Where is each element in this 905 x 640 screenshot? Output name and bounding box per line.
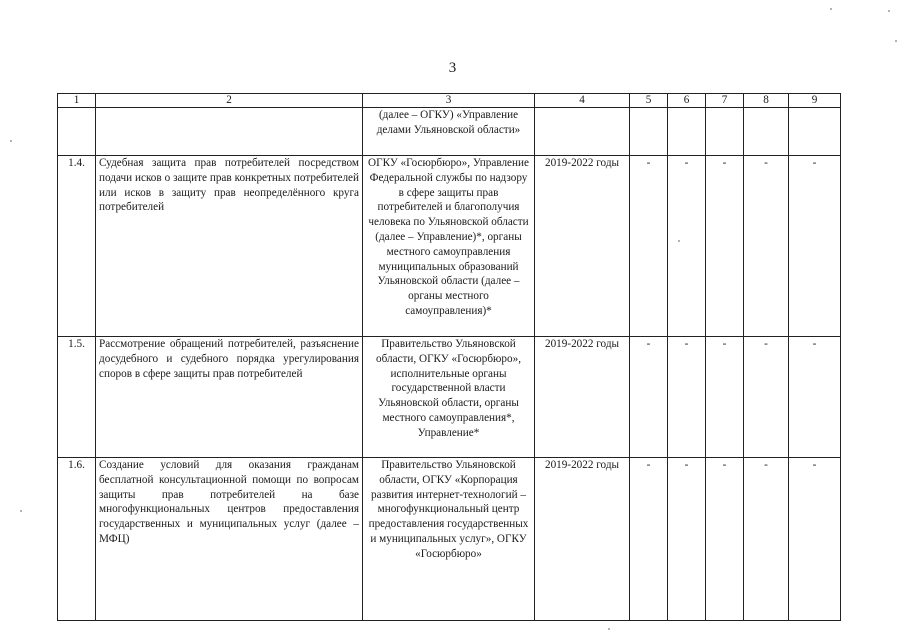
action-cell: Создание условий для оказания гражданам бесплатной консультационной помощи по вопросам защиты прав потребителей на базе многофункциональных центров предоставления государственных и муниципальных услуг (далее – МФЦ) bbox=[96, 458, 363, 621]
page-number: 3 bbox=[448, 60, 457, 76]
action-cell: Рассмотрение обращений потребителей, разъяснение досудебного и судебного порядка урегулирования споров в сфере защиты прав потребителей bbox=[96, 337, 363, 458]
value-cell: - bbox=[630, 156, 668, 337]
table-row-continuation bbox=[58, 108, 841, 156]
value-cell bbox=[744, 108, 789, 156]
value-cell: - bbox=[706, 337, 744, 458]
executors-cell: ОГКУ «Госюрбюро», Управление Федеральной службы по надзору в сфере защиты прав потребителей и благополучия человека по Ульяновской области (далее – Управление)*, органы местного самоуправления муниципальных образований Ульяновской области (далее – органы местного самоуправления)* bbox=[363, 156, 535, 337]
table-row bbox=[58, 337, 841, 458]
header-cell: 6 bbox=[668, 94, 706, 108]
value-cell: - bbox=[668, 156, 706, 337]
scan-speck bbox=[888, 10, 890, 12]
value-cell: - bbox=[668, 458, 706, 621]
action-cell: Судебная защита прав потребителей посредством подачи исков о защите прав конкретных потребителей или исков в защиту прав неопределённого круга потребителей bbox=[96, 156, 363, 337]
table-header-row bbox=[58, 94, 841, 108]
header-cell: 2 bbox=[96, 94, 363, 108]
executors-cell: Правительство Ульяновской области, ОГКУ «Госюрбюро», исполнительные органы государственной власти Ульяновской области, органы местного самоуправления*, Управление* bbox=[363, 337, 535, 458]
scan-speck bbox=[20, 510, 22, 512]
period-cell bbox=[535, 108, 630, 156]
period-cell: 2019-2022 годы bbox=[535, 337, 630, 458]
scan-speck bbox=[10, 140, 12, 142]
row-number-cell: 1.5. bbox=[58, 337, 96, 458]
scan-speck bbox=[678, 240, 680, 242]
header-cell: 5 bbox=[630, 94, 668, 108]
executors-cell: (далее – ОГКУ) «Управление делами Ульяновской области» bbox=[363, 108, 535, 156]
value-cell: - bbox=[630, 337, 668, 458]
value-cell bbox=[630, 108, 668, 156]
executors-cell: Правительство Ульяновской области, ОГКУ «Корпорация развития интернет-технологий – многофункциональный центр предоставления государственных и муниципальных услуг», ОГКУ «Госюрбюро» bbox=[363, 458, 535, 621]
scan-speck bbox=[895, 40, 897, 42]
row-number-cell bbox=[58, 108, 96, 156]
header-cell: 3 bbox=[363, 94, 535, 108]
table-row bbox=[58, 458, 841, 621]
value-cell: - bbox=[668, 337, 706, 458]
value-cell: - bbox=[706, 156, 744, 337]
row-number-cell: 1.6. bbox=[58, 458, 96, 621]
value-cell: - bbox=[789, 337, 841, 458]
header-cell: 8 bbox=[744, 94, 789, 108]
value-cell: - bbox=[706, 458, 744, 621]
scan-speck bbox=[608, 628, 610, 630]
period-cell: 2019-2022 годы bbox=[535, 458, 630, 621]
value-cell: - bbox=[789, 156, 841, 337]
action-plan-table bbox=[57, 93, 841, 621]
header-cell: 4 bbox=[535, 94, 630, 108]
value-cell bbox=[789, 108, 841, 156]
action-cell bbox=[96, 108, 363, 156]
header-cell: 1 bbox=[58, 94, 96, 108]
value-cell: - bbox=[789, 458, 841, 621]
table-row bbox=[58, 156, 841, 337]
header-cell: 7 bbox=[706, 94, 744, 108]
period-cell: 2019-2022 годы bbox=[535, 156, 630, 337]
row-number-cell: 1.4. bbox=[58, 156, 96, 337]
value-cell: - bbox=[744, 156, 789, 337]
value-cell bbox=[706, 108, 744, 156]
value-cell bbox=[668, 108, 706, 156]
header-cell: 9 bbox=[789, 94, 841, 108]
scan-speck bbox=[830, 8, 832, 10]
value-cell: - bbox=[744, 337, 789, 458]
value-cell: - bbox=[630, 458, 668, 621]
value-cell: - bbox=[744, 458, 789, 621]
